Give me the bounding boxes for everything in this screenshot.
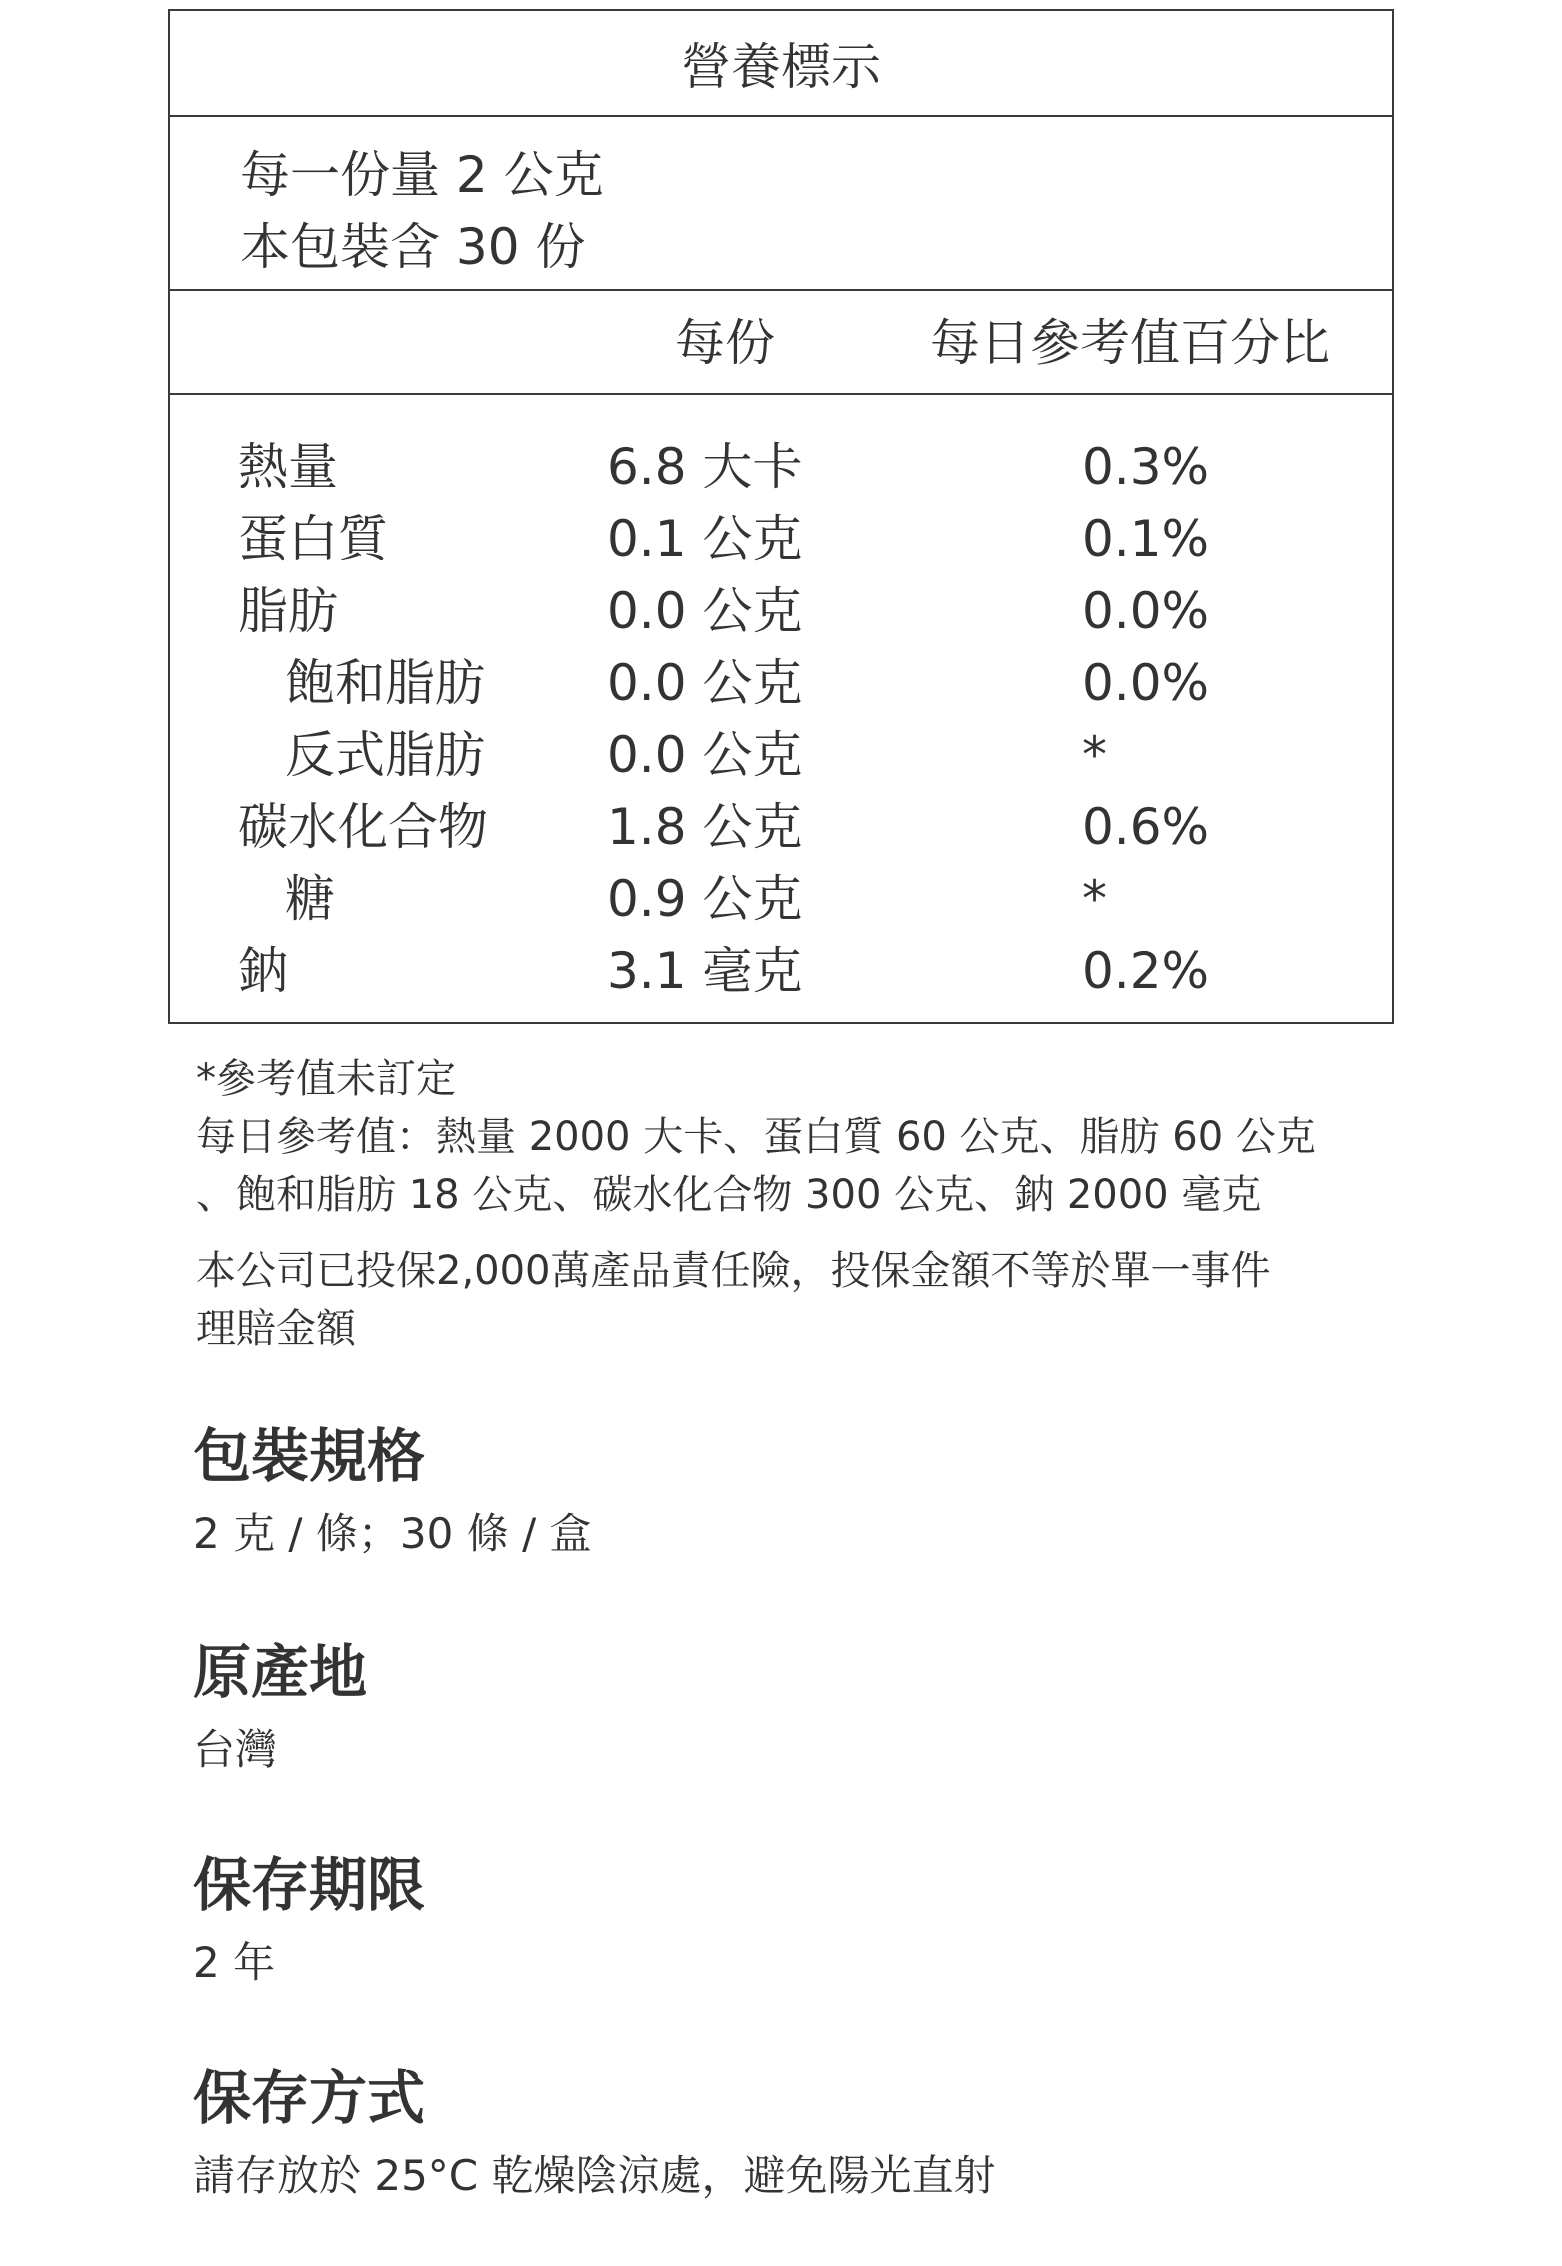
storage-section — [193, 2058, 1393, 2208]
nutrient-daily-value: 0.0% — [1082, 654, 1210, 712]
nutrition-rows — [170, 395, 1392, 1007]
nutrient-name: 脂肪 — [238, 582, 338, 640]
nutrient-name: 反式脂肪 — [285, 726, 485, 784]
nutrition-notes — [196, 1050, 1396, 1358]
nutrient-daily-value: * — [1082, 726, 1107, 784]
storage-heading: 保存方式 — [193, 2064, 426, 2132]
origin-section — [193, 1632, 1393, 1782]
nutrient-amount: 0.0 公克 — [607, 654, 803, 712]
nutrient-daily-value: 0.0% — [1082, 582, 1210, 640]
nutrient-daily-value: 0.3% — [1082, 438, 1210, 496]
nutrient-amount: 1.8 公克 — [607, 798, 803, 856]
serving-size: 每一份量 2 公克 — [240, 146, 604, 204]
shelf-life-body: 2 年 — [193, 1938, 276, 1987]
per-serving-header: 每份 — [675, 314, 775, 372]
nutrient-row-fat — [170, 575, 1392, 647]
insurance-note-line1: 本公司已投保2,000萬產品責任險，投保金額不等於單一事件 — [196, 1248, 1271, 1294]
nutrition-column-headers — [170, 291, 1392, 395]
shelf-life-heading: 保存期限 — [193, 1851, 426, 1919]
origin-body: 台灣 — [193, 1725, 278, 1774]
nutrient-daily-value: 0.6% — [1082, 798, 1210, 856]
nutrient-amount: 0.0 公克 — [607, 582, 803, 640]
nutrient-row-saturated-fat — [170, 647, 1392, 719]
shelf-life-section — [193, 1845, 1393, 1995]
packaging-body: 2 克 / 條；30 條 / 盒 — [193, 1509, 592, 1558]
insurance-note-line2: 理賠金額 — [196, 1306, 356, 1352]
nutrient-row-protein — [170, 503, 1392, 575]
nutrient-row-calories — [170, 431, 1392, 503]
nutrient-daily-value: 0.1% — [1082, 510, 1210, 568]
nutrient-amount: 0.1 公克 — [607, 510, 803, 568]
daily-value-header: 每日參考值百分比 — [930, 314, 1330, 372]
storage-body: 請存放於 25°C 乾燥陰涼處，避免陽光直射 — [193, 2151, 996, 2200]
nutrient-name: 糖 — [285, 870, 335, 928]
nutrient-row-carbohydrate — [170, 791, 1392, 863]
not-established-note: *參考值未訂定 — [196, 1056, 456, 1102]
nutrient-name: 蛋白質 — [238, 510, 388, 568]
nutrient-name: 碳水化合物 — [238, 798, 488, 856]
nutrient-amount: 6.8 大卡 — [607, 438, 803, 496]
serving-info — [170, 117, 1392, 291]
nutrient-row-sugar — [170, 863, 1392, 935]
nutrient-row-sodium — [170, 935, 1392, 1007]
nutrient-name: 鈉 — [238, 942, 288, 1000]
packaging-heading: 包裝規格 — [193, 1422, 426, 1490]
nutrient-daily-value: 0.2% — [1082, 942, 1210, 1000]
daily-values-note-line2: 、飽和脂肪 18 公克、碳水化合物 300 公克、鈉 2000 毫克 — [196, 1172, 1262, 1218]
nutrient-daily-value: * — [1082, 870, 1107, 928]
daily-values-note-line1: 每日參考值：熱量 2000 大卡、蛋白質 60 公克、脂肪 60 公克 — [196, 1114, 1316, 1160]
nutrient-amount: 3.1 毫克 — [607, 942, 803, 1000]
nutrient-amount: 0.0 公克 — [607, 726, 803, 784]
servings-per-pack: 本包裝含 30 份 — [240, 218, 586, 276]
packaging-section — [193, 1416, 1393, 1566]
nutrient-row-trans-fat — [170, 719, 1392, 791]
nutrient-amount: 0.9 公克 — [607, 870, 803, 928]
nutrition-title: 營養標示 — [170, 11, 1392, 117]
nutrition-facts-table — [168, 9, 1394, 1024]
nutrient-name: 飽和脂肪 — [285, 654, 485, 712]
origin-heading: 原產地 — [193, 1638, 368, 1706]
nutrient-name: 熱量 — [238, 438, 338, 496]
